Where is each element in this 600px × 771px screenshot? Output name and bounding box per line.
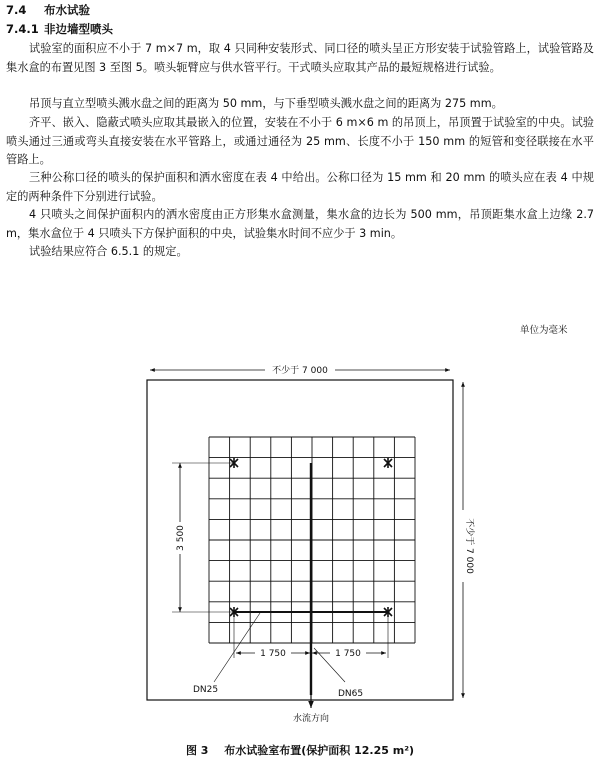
label-dn65: DN65 <box>338 689 364 699</box>
paragraph: 4 只喷头之间保护面积内的洒水密度由正方形集水盒测量，集水盒的边长为 500 mm，吊顶距集水盒上边缘 2.7 m，集水盒位于 4 只喷头下方保护面积的中央，试验集水时间不应少于 3 min。 <box>6 208 594 240</box>
layout-figure <box>0 330 600 740</box>
paragraph: 试验结果应符合 6.5.1 的规定。 <box>29 245 188 258</box>
section-title: 布水试验 <box>44 3 91 17</box>
subsection-number: 7.4.1 <box>6 22 39 36</box>
paragraph: 吊顶与直立型喷头溅水盘之间的距离为 50 mm，与下垂型喷头溅水盘之间的距离为 275 mm。 <box>29 97 503 110</box>
figure-number: 图 3 <box>185 744 209 757</box>
paragraph: 齐平、嵌入、隐蔽式喷头应取其最嵌入的位置，安装在不小于 6 m×6 m 的吊顶上，吊顶置于试验室的中央。试验喷头通过三通或弯头直接安装在水平管路上，或通过通径为 25 mm、长度不小于 150 mm 的短管和变径联接在水平管路上。 <box>6 116 594 166</box>
dim-label-right: 不少于 7 000 <box>464 518 474 574</box>
section-heading <box>6 2 90 18</box>
unit-note: 单位为毫米 <box>520 325 568 336</box>
dim-label-top: 不少于 7 000 <box>272 366 328 376</box>
section-number: 7.4 <box>6 3 27 17</box>
dim-label-left: 3 500 <box>176 525 186 551</box>
figure-title: 布水试验室布置(保护面积 12.25 m²) <box>224 744 415 757</box>
paragraph: 三种公称口径的喷头的保护面积和洒水密度在表 4 中给出。公称口径为 15 mm 和 20 mm 的喷头应在表 4 中规定的两种条件下分别进行试验。 <box>6 171 594 203</box>
label-flow-direction: 水流方向 <box>292 714 330 724</box>
subsection-heading <box>6 21 113 37</box>
label-dn25: DN25 <box>193 685 219 695</box>
sprinkler-icon <box>384 458 392 468</box>
dim-label-bottom-left: 1 750 <box>260 649 286 659</box>
subsection-title: 非边墙型喷头 <box>44 22 114 36</box>
figure-caption <box>0 742 600 758</box>
dim-label-bottom-right: 1 750 <box>335 649 361 659</box>
paragraph: 试验室的面积应不小于 7 m×7 m，取 4 只同种安装形式、同口径的喷头呈正方形安装于试验管路上，试验管路及集水盒的布置见图 3 至图 5。喷头轭臂应与供水管平行。干式喷头应取其产品的最短规格进行试验。 <box>6 42 594 74</box>
